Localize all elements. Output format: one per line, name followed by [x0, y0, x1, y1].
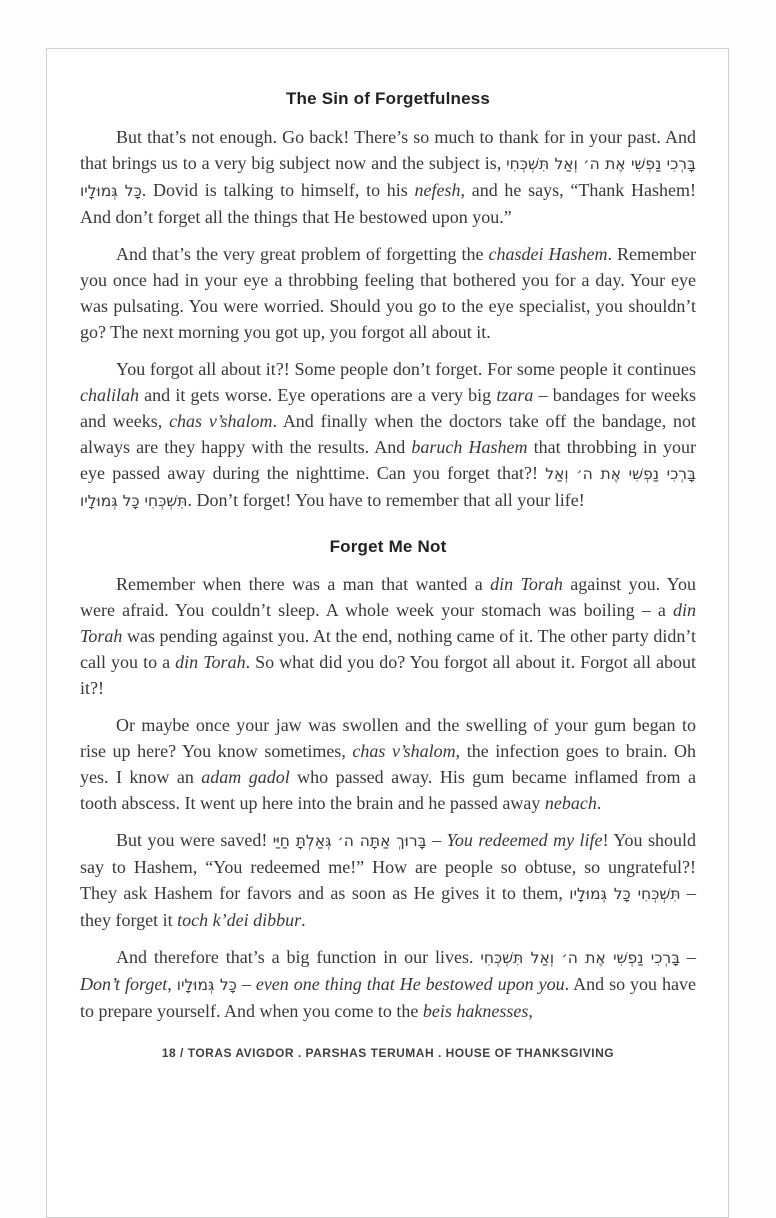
text-run: . And finally when the doctors take off the bandage, not always are they happy with the results. And: [80, 411, 696, 457]
text-run: and it gets worse. Eye operations are a very big: [139, 385, 497, 405]
italic-term: nefesh: [414, 180, 461, 200]
italic-term: chas v’shalom: [352, 741, 456, 761]
text-run: .: [301, 910, 306, 930]
hebrew-phrase: בָּרוּךְ אַתָּה ה׳ גְּאַלְתָּ חַיַּי: [272, 832, 427, 850]
hebrew-phrase: בָּרְכִי נַפְשִׁי אֶת ה׳ וְאַל תִּשְׁכְּחִי כָּל גְּמוּלָיו: [80, 155, 696, 200]
paragraph: [80, 241, 696, 345]
paragraph: [80, 124, 696, 230]
text-run: –: [426, 830, 447, 850]
italic-term: beis haknesses: [422, 1001, 529, 1021]
text-run: But that’s not enough. Go back! There’s so much to thank for in your past. And that brings us to a very big subject now and the subject is,: [80, 127, 696, 173]
italic-term: chasdei Hashem: [488, 244, 608, 264]
hebrew-phrase: כָּל גְּמוּלָיו: [176, 976, 237, 994]
section-heading-forget-me-not: Forget Me Not: [329, 537, 447, 556]
text-run: . So what did you do? You forgot all about it. Forgot all about it?!: [80, 652, 696, 698]
text-run: ! You should say to Hashem, “You redeemed me!” How are people so obtuse, so ungrateful?! They ask Hashem for favors and as soon as He gives it to them,: [80, 830, 697, 903]
text-run: But you were saved!: [116, 830, 273, 850]
italic-term: din Torah: [175, 652, 246, 672]
text-run: , the infection goes to brain. Oh yes. I know an: [80, 741, 696, 787]
hebrew-phrase: בָּרְכִי נַפְשִׁי אֶת ה׳ וְאַל תִּשְׁכְּחִי: [480, 949, 681, 967]
italic-term: even one thing that He bestowed upon you: [255, 974, 565, 994]
italic-term: chalilah: [80, 385, 139, 405]
text-run: – bandages for weeks and weeks,: [80, 385, 696, 431]
text-run: And therefore that’s a big function in our lives.: [116, 947, 481, 967]
hebrew-phrase: בָּרְכִי נַפְשִׁי אֶת ה׳ וְאַל תִּשְׁכְּחִי כָּל גְּמוּלָיו: [80, 465, 696, 510]
text-run: . And so you have to prepare yourself. And when you come to the: [80, 974, 697, 1021]
text-run: that throbbing in your eye passed away during the nighttime. Can you forget that?!: [80, 437, 696, 483]
italic-term: Don’t forget,: [80, 974, 172, 994]
hebrew-phrase: תִּשְׁכְּחִי כָּל גְּמוּלָיו: [569, 885, 681, 903]
italic-term: nebach: [544, 793, 597, 813]
italic-term: baruch Hashem: [411, 437, 528, 457]
text-run: . Dovid is talking to himself, to his: [141, 180, 415, 200]
text-run: , and he says, “Thank Hashem! And don’t forget all the things that He bestowed upon you.”: [80, 180, 697, 227]
italic-term: din Torah: [490, 574, 563, 594]
paragraph: [80, 944, 696, 1024]
italic-term: chas v’shalom: [169, 411, 273, 431]
text-run: – they forget it: [80, 883, 696, 930]
text-run: And that’s the very great problem of forgetting the: [116, 244, 489, 264]
text-run: Or maybe once your jaw was swollen and the swelling of your gum began to rise up here? You know sometimes,: [80, 715, 696, 761]
text-run: Remember when there was a man that wanted a: [116, 574, 491, 594]
italic-term: adam gadol: [201, 767, 290, 787]
text-run: .: [596, 793, 602, 813]
text-run: –: [236, 974, 256, 994]
text-run: ,: [528, 1001, 533, 1021]
paragraph: [80, 571, 696, 701]
text-run: . Remember you once had in your eye a throbbing feeling that bothered you for a day. Your eye was pulsating. You were worried. Should you go to the eye specialist, you shouldn’t go? The next morning you got up, you forgot all about it.: [80, 244, 696, 342]
italic-term: din Torah: [80, 600, 696, 646]
text-run: You forgot all about it?! Some people don’t forget. For some people it continues: [116, 359, 696, 379]
text-run: was pending against you. At the end, nothing came of it. The other party didn’t call you to a: [80, 626, 696, 672]
text-run: . Don’t forget! You have to remember that all your life!: [187, 490, 585, 510]
italic-term: You redeemed my life: [446, 830, 603, 850]
paragraph: [80, 827, 696, 933]
italic-term: tzara: [496, 385, 534, 405]
paragraph: [80, 356, 696, 514]
italic-term: toch k’dei dibbur: [177, 910, 302, 930]
section-heading-sin-of-forgetfulness: The Sin of Forgetfulness: [285, 89, 491, 108]
document-page: [46, 48, 729, 1218]
text-run: –: [680, 947, 696, 967]
page-footer: 18 / TORAS AVIGDOR . PARSHAS TERUMAH . HOUSE OF THANKSGIVING: [161, 1046, 615, 1060]
text-run: against you. You were afraid. You couldn’t sleep. A whole week your stomach was boiling – a: [80, 574, 696, 620]
paragraph: [80, 712, 696, 816]
text-run: who passed away. His gum became inflamed from a tooth abscess. It went up here into the brain and he passed away: [80, 767, 696, 813]
